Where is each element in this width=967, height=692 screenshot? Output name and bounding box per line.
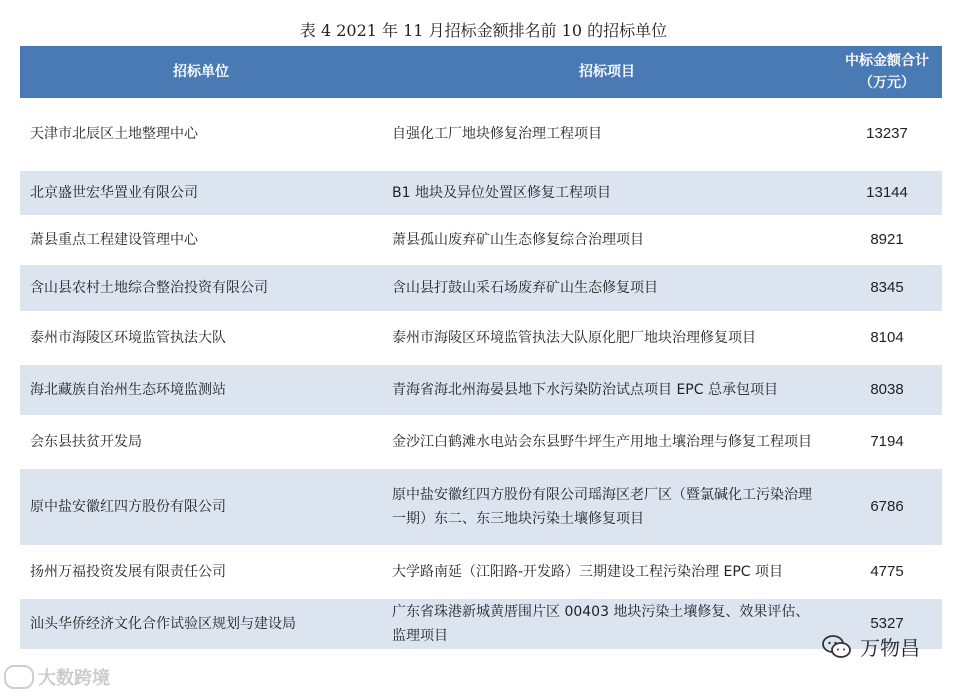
watermark-left-text: 大数跨境 (38, 668, 110, 689)
header-amount-line1: 中标金额合计 (845, 53, 929, 69)
cell-unit: 原中盐安徽红四方股份有限公司 (20, 468, 382, 546)
table-caption: 表 4 2021 年 11 月招标金额排名前 10 的招标单位 (299, 21, 668, 40)
table-header-row (20, 46, 942, 98)
watermark-left (4, 664, 110, 690)
watermark-right (822, 632, 920, 661)
cell-project: 泰州市海陵区环境监管执法大队原化肥厂地块治理修复项目 (382, 312, 832, 364)
wechat-icon (822, 634, 852, 660)
table-row (20, 546, 942, 598)
cell-project: 金沙江白鹤滩水电站会东县野牛坪生产用地土壤治理与修复工程项目 (382, 416, 832, 468)
watermark-right-text: 万物昌 (860, 636, 920, 660)
cell-unit: 海北藏族自治州生态环境监测站 (20, 364, 382, 416)
cell-unit: 天津市北辰区土地整理中心 (20, 98, 382, 170)
cell-unit: 含山县农村土地综合整治投资有限公司 (20, 264, 382, 312)
header-unit: 招标单位 (20, 46, 382, 98)
cell-amount: 13144 (832, 170, 942, 216)
table-row (20, 598, 942, 650)
cell-project: 大学路南延（江阳路-开发路）三期建设工程污染治理 EPC 项目 (382, 546, 832, 598)
header-amount (832, 46, 942, 98)
cell-project: 广东省珠港新城黄厝围片区 00403 地块污染土壤修复、效果评估、监理项目 (382, 598, 832, 650)
cell-amount: 4775 (832, 546, 942, 598)
table-row (20, 264, 942, 312)
table-row (20, 216, 942, 264)
cell-unit: 泰州市海陵区环境监管执法大队 (20, 312, 382, 364)
table-row (20, 416, 942, 468)
cell-project: 原中盐安徽红四方股份有限公司瑶海区老厂区（暨氯碱化工污染治理一期）东二、东三地块污染土壤修复项目 (382, 468, 832, 546)
table-row (20, 312, 942, 364)
table-row (20, 364, 942, 416)
table-row (20, 468, 942, 546)
cell-amount: 8104 (832, 312, 942, 364)
cell-amount: 8921 (832, 216, 942, 264)
cell-project: 青海省海北州海晏县地下水污染防治试点项目 EPC 总承包项目 (382, 364, 832, 416)
cell-unit: 北京盛世宏华置业有限公司 (20, 170, 382, 216)
cell-amount: 7194 (832, 416, 942, 468)
cell-unit: 扬州万福投资发展有限责任公司 (20, 546, 382, 598)
cell-unit: 萧县重点工程建设管理中心 (20, 216, 382, 264)
cell-project: 萧县孤山废弃矿山生态修复综合治理项目 (382, 216, 832, 264)
cell-amount: 13237 (832, 98, 942, 170)
cell-unit: 会东县扶贫开发局 (20, 416, 382, 468)
cell-amount: 8038 (832, 364, 942, 416)
cell-project: 自强化工厂地块修复治理工程项目 (382, 98, 832, 170)
cell-unit: 汕头华侨经济文化合作试验区规划与建设局 (20, 598, 382, 650)
watermark-logo-icon (4, 665, 34, 689)
header-amount-line2: （万元） (859, 75, 915, 91)
cell-project: B1 地块及异位处置区修复工程项目 (382, 170, 832, 216)
table-row (20, 170, 942, 216)
cell-project: 含山县打鼓山采石场废弃矿山生态修复项目 (382, 264, 832, 312)
table-row (20, 98, 942, 170)
cell-amount: 8345 (832, 264, 942, 312)
bidding-table (20, 46, 942, 651)
cell-amount: 6786 (832, 468, 942, 546)
cell-amount: 5327 (832, 598, 942, 650)
header-project: 招标项目 (382, 46, 832, 98)
